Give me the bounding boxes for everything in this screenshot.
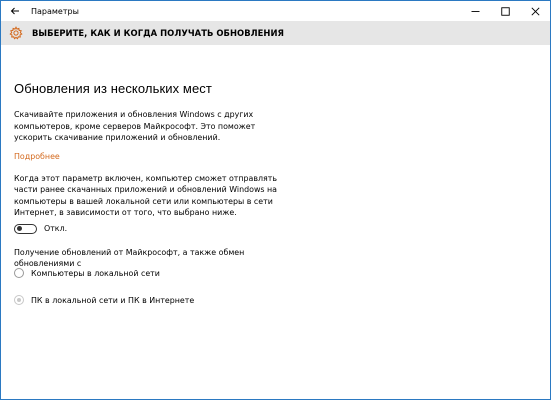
title-bar bbox=[1, 1, 550, 21]
radio-local-network[interactable] bbox=[14, 268, 24, 278]
delivery-toggle-row bbox=[14, 224, 534, 234]
back-button[interactable] bbox=[1, 1, 29, 21]
back-arrow-icon bbox=[10, 6, 20, 16]
gear-icon bbox=[9, 26, 23, 40]
page-title: Обновления из нескольких мест bbox=[14, 81, 212, 96]
maximize-icon bbox=[501, 7, 510, 16]
intro-text: Скачивайте приложения и обновления Windows с других компьютеров, кроме серверов Майкрософт. Это поможет ускорить скачивание приложений и обновлений. bbox=[14, 110, 256, 142]
delivery-toggle[interactable] bbox=[14, 224, 37, 234]
more-info-link[interactable]: Подробнее bbox=[14, 151, 60, 161]
option-local-and-internet-label: ПК в локальной сети и ПК в Интернете bbox=[31, 295, 195, 305]
page-header bbox=[1, 21, 550, 45]
minimize-icon bbox=[471, 7, 480, 16]
minimize-button[interactable] bbox=[460, 1, 490, 21]
radio-local-and-internet[interactable] bbox=[14, 295, 24, 305]
maximize-button[interactable] bbox=[490, 1, 520, 21]
close-icon bbox=[531, 7, 540, 16]
header-title: ВЫБЕРИТЕ, КАК И КОГДА ПОЛУЧАТЬ ОБНОВЛЕНИЯ bbox=[32, 28, 285, 38]
option-local-and-internet[interactable] bbox=[14, 295, 194, 305]
window-controls bbox=[460, 1, 550, 21]
source-label: Получение обновлений от Майкрософт, а также обмен обновлениями с bbox=[14, 247, 245, 268]
window-title: Параметры bbox=[31, 6, 79, 16]
toggle-state-label: Откл. bbox=[44, 224, 68, 233]
option-local-network-label: Компьютеры в локальной сети bbox=[31, 268, 160, 278]
description-text: Когда этот параметр включен, компьютер сможет отправлять части ранее скачанных приложений и обновлений Windows на компьютеры в вашей локальной сети или компьютеры в сети Интернет, в зависимости от того, что выбрано ниже. bbox=[14, 173, 278, 217]
close-button[interactable] bbox=[520, 1, 550, 21]
option-local-network[interactable] bbox=[14, 268, 160, 278]
main-content bbox=[14, 81, 534, 270]
toggle-knob bbox=[17, 226, 23, 232]
